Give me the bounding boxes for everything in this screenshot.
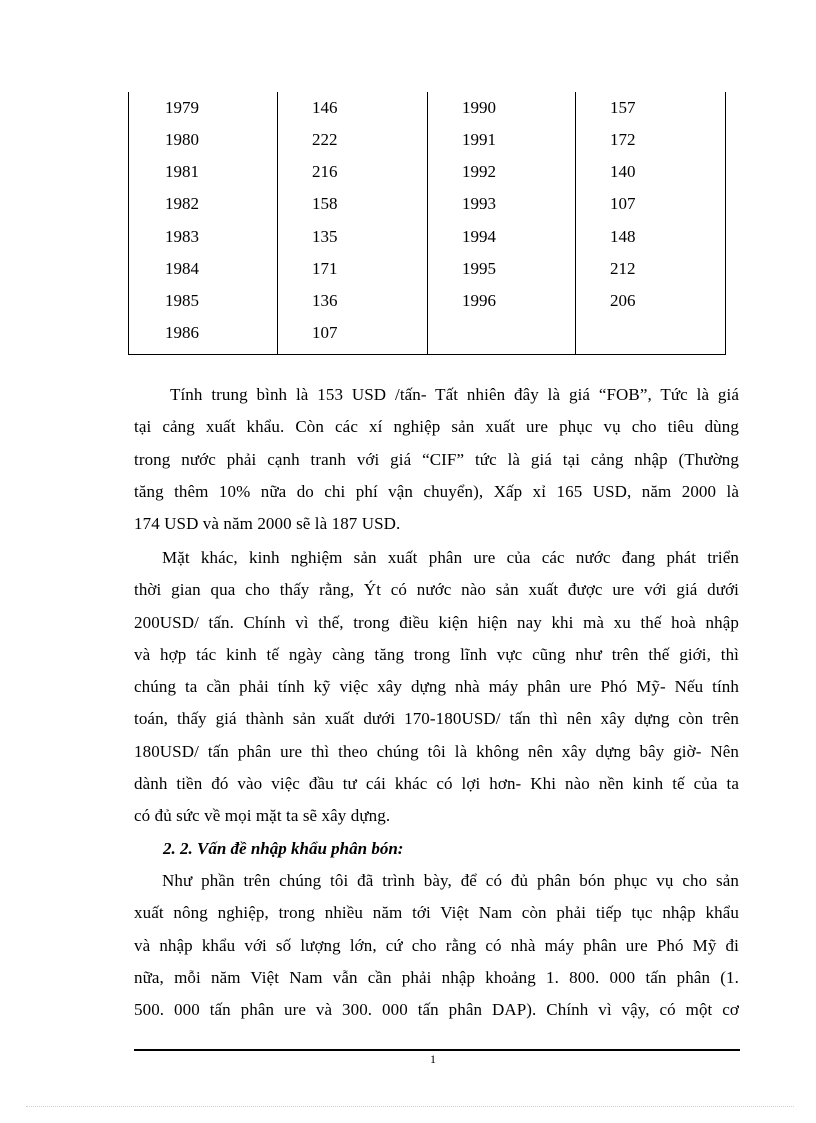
paragraph-fertilizer-import: [134, 865, 739, 1026]
text-line: xuất nông nghiệp, trong nhiều năm tới Việt Nam còn phải tiếp tục nhập khẩu: [134, 903, 739, 923]
table-column-prices-2: [575, 92, 726, 354]
text-line: 180USD/ tấn phân ure thì theo chúng tôi là không nên xây dựng bây giờ- Nên: [134, 741, 739, 761]
page-bottom-border: [26, 1106, 794, 1107]
table-cell: 1994: [462, 227, 496, 246]
table-cell: 107: [610, 194, 636, 213]
text-line: dành tiền đó vào việc đầu tư cái khác có lợi hơn- Khi nào nền kinh tế của ta: [134, 774, 739, 794]
table-cell: 1979: [165, 98, 199, 117]
table-cell: 216: [312, 162, 338, 181]
text-line: 500. 000 tấn phân ure và 300. 000 tấn phân DAP). Chính vì vậy, có một cơ: [134, 1000, 739, 1020]
table-cell: 222: [312, 130, 338, 149]
text-line: tại cảng xuất khẩu. Còn các xí nghiệp sản xuất ure phục vụ cho tiêu dùng: [134, 417, 739, 437]
table-cell: 1985: [165, 291, 199, 310]
text-line: thời gian qua cho thấy rằng, Ýt có nước nào sản xuất được ure với giá dưới: [134, 580, 739, 600]
table-cell: 157: [610, 98, 636, 117]
table-cell: 148: [610, 227, 636, 246]
text-line: 200USD/ tấn. Chính vì thế, trong điều kiện hiện nay khi mà xu thế hoà nhập: [134, 612, 739, 632]
table-cell: 1993: [462, 194, 496, 213]
table-cell: 1995: [462, 259, 496, 278]
table-cell: 1996: [462, 291, 496, 310]
footer-divider: [134, 1049, 740, 1051]
table-cell: 172: [610, 130, 636, 149]
price-table: [128, 92, 726, 355]
table-cell: 1980: [165, 130, 199, 149]
text-line: có đủ sức về mọi mặt ta sẽ xây dựng.: [134, 806, 391, 826]
table-cell: 140: [610, 162, 636, 181]
paragraph-average-price: [134, 379, 739, 540]
table-cell: 1982: [165, 194, 199, 213]
table-column-years-2: [427, 92, 575, 354]
page-number: 1: [430, 1052, 436, 1066]
table-cell: 1992: [462, 162, 496, 181]
text-line: chúng ta cần phải tính kỹ việc xây dựng nhà máy phân ure Phó Mỹ- Nếu tính: [134, 677, 739, 697]
table-cell: 206: [610, 291, 636, 310]
table-cell: 171: [312, 259, 338, 278]
text-line: Mặt khác, kinh nghiệm sản xuất phân ure của các nước đang phát triển: [162, 548, 739, 567]
table-cell: 136: [312, 291, 338, 310]
table-cell: 1990: [462, 98, 496, 117]
table-cell: 135: [312, 227, 338, 246]
text-line: 174 USD và năm 2000 sẽ là 187 USD.: [134, 514, 401, 534]
text-line: và hợp tác kinh tế ngày càng tăng trong lĩnh vực cũng như trên thế giới, thì: [134, 644, 739, 664]
text-line: và nhập khẩu với số lượng lớn, cứ cho rằng có nhà máy phân ure Phó Mỹ đi: [134, 935, 739, 955]
text-line: tăng thêm 10% nữa do chi phí vận chuyển), Xấp xỉ 165 USD, năm 2000 là: [134, 481, 739, 501]
text-line: trong nước phải cạnh tranh với giá “CIF” tức là giá tại cảng nhập (Thường: [134, 449, 739, 469]
table-column-years-1: [128, 92, 277, 354]
table-cell: 1981: [165, 162, 199, 181]
table-cell: 1983: [165, 227, 199, 246]
text-line: Tính trung bình là 153 USD /tấn- Tất nhiên đây là giá “FOB”, Tức là giá: [170, 385, 739, 404]
table-cell: 212: [610, 259, 636, 278]
table-cell: 146: [312, 98, 338, 117]
table-cell: 1986: [165, 323, 199, 342]
text-line: Như phần trên chúng tôi đã trình bày, để có đủ phân bón phục vụ cho sản: [162, 871, 739, 890]
table-column-prices-1: [277, 92, 427, 354]
table-cell: 1984: [165, 259, 199, 278]
paragraph-experience: [134, 542, 739, 833]
text-line: toán, thấy giá thành sản xuất dưới 170-180USD/ tấn thì nên xây dựng còn trên: [134, 709, 739, 729]
section-heading: 2. 2. Vấn đề nhập khẩu phân bón:: [163, 839, 404, 858]
table-cell: 107: [312, 323, 338, 342]
table-cell: 158: [312, 194, 338, 213]
table-cell: 1991: [462, 130, 496, 149]
text-line: nữa, mỗi năm Việt Nam vẫn cần phải nhập khoảng 1. 800. 000 tấn phân (1.: [134, 967, 739, 987]
